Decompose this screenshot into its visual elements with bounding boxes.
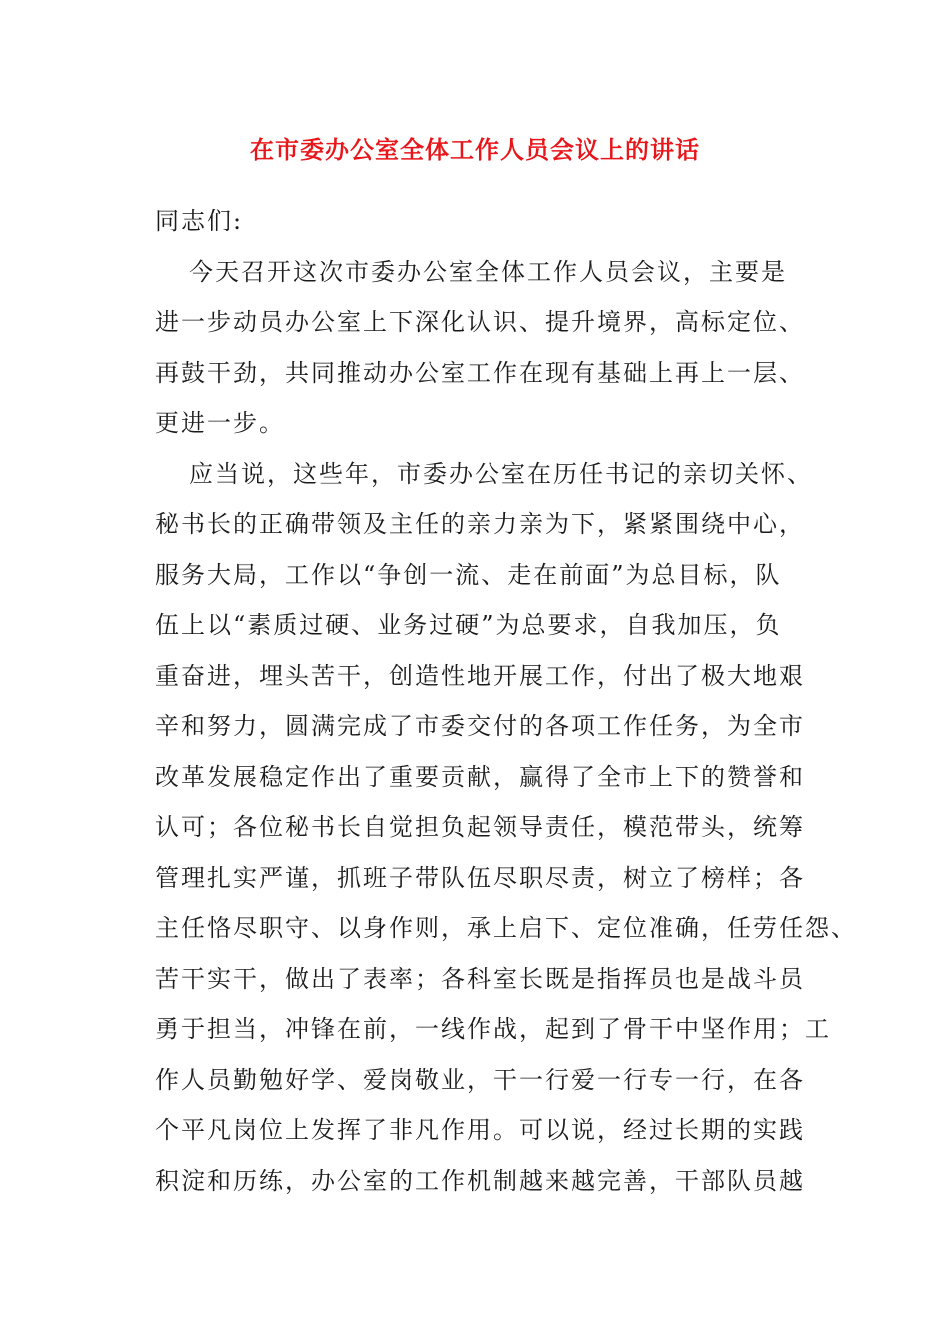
paragraph-line: 应当说，这些年，市委办公室在历任书记的亲切关怀、 (189, 459, 813, 488)
document-title: 在市委办公室全体工作人员会议上的讲话 (250, 135, 700, 164)
paragraph-line: 作人员勤勉好学、爱岗敬业，干一行爱一行专一行，在各 (155, 1065, 805, 1094)
paragraph-line: 进一步动员办公室上下深化认识、提升境界，高标定位、 (155, 308, 805, 336)
paragraph-line: 主任恪尽职守、以身作则，承上启下、定位准确，任劳任怨、 (155, 914, 857, 942)
paragraph-line: 服务大局，工作以“争创一流、走在前面”为总目标，队 (155, 560, 782, 589)
paragraph-line: 辛和努力，圆满完成了市委交付的各项工作任务，为全市 (155, 712, 805, 740)
paragraph-line: 改革发展稳定作出了重要贡献，赢得了全市上下的赞誉和 (155, 762, 805, 791)
paragraph-line: 勇于担当，冲锋在前，一线作战，起到了骨干中坚作用；工 (155, 1015, 831, 1043)
paragraph-line: 秘书长的正确带领及主任的亲力亲为下，紧紧围绕中心， (155, 510, 805, 538)
paragraph-line: 积淀和历练，办公室的工作机制越来越完善，干部队员越 (155, 1166, 805, 1195)
paragraph-line: 重奋进，埋头苦干，创造性地开展工作，付出了极大地艰 (155, 661, 805, 690)
paragraph-line: 今天召开这次市委办公室全体工作人员会议，主要是 (189, 257, 787, 286)
salutation: 同志们: (155, 207, 244, 235)
paragraph-2 (155, 449, 857, 1207)
document-body (155, 196, 857, 1206)
paragraph-line: 伍上以“素质过硬、业务过硬”为总要求，自我加压，负 (155, 611, 782, 639)
paragraph-line: 苦干实干，做出了表率；各科室长既是指挥员也是战斗员 (155, 964, 805, 993)
paragraph-1 (155, 247, 805, 449)
paragraph-line: 再鼓干劲，共同推动办公室工作在现有基础上再上一层、 (155, 358, 805, 387)
paragraph-line: 更进一步。 (155, 409, 285, 437)
paragraph-line: 个平凡岗位上发挥了非凡作用。可以说，经过长期的实践 (155, 1116, 805, 1144)
paragraph-line: 管理扎实严谨，抓班子带队伍尽职尽责，树立了榜样；各 (155, 863, 805, 892)
paragraph-line: 认可；各位秘书长自觉担负起领导责任，模范带头，统筹 (155, 813, 805, 841)
